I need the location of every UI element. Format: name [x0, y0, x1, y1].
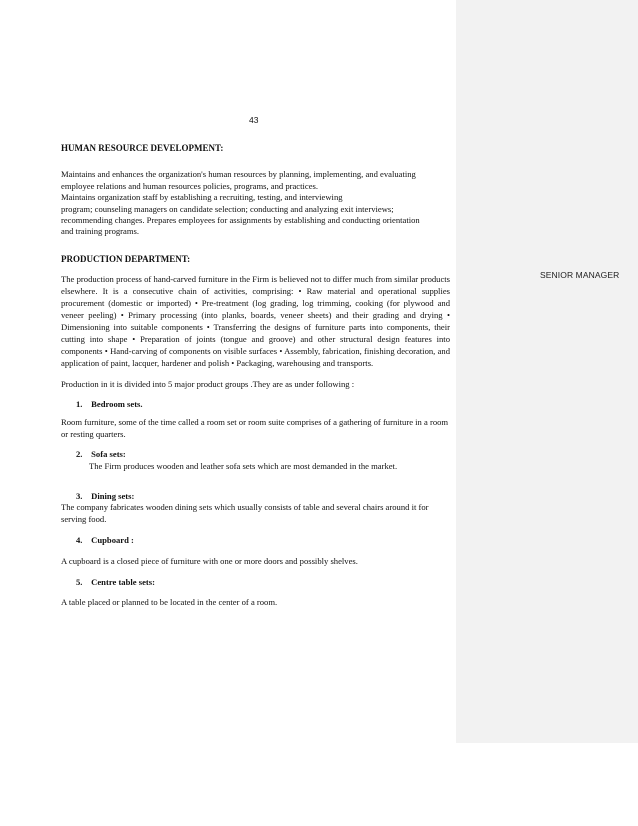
- comment-text: SENIOR MANAGER: [540, 270, 620, 280]
- item-title: Centre table sets:: [91, 576, 155, 587]
- item-number: 1.: [76, 398, 83, 409]
- item-title: Sofa sets:: [91, 449, 126, 460]
- item-5-heading: [61, 577, 450, 588]
- production-heading: PRODUCTION DEPARTMENT:: [61, 253, 191, 264]
- hrd-heading: HUMAN RESOURCE DEVELOPMENT:: [61, 143, 224, 153]
- item-3-description: The company fabricates wooden dining sets which usually consists of table and several chairs around it for serving food.: [61, 502, 429, 524]
- hrd-line: Maintains and enhances the organization's human resources by planning, implementing, and evaluating: [61, 169, 416, 180]
- item-2-heading: [61, 449, 450, 460]
- item-title: Cupboard :: [91, 535, 134, 546]
- item-3-heading: [61, 491, 450, 502]
- item-2-description: The Firm produces wooden and leather sofa sets which are most demanded in the market.: [89, 460, 398, 471]
- production-paragraph: The production process of hand-carved furniture in the Firm is believed not to differ much from similar products elsewhere. It is a consecutive chain of activities, comprising: • Raw material and operational supplies procurement (domestic or imported) • Pre-treatment (log grading, log trimming, cooking (for plywood and veneer peeling) • Primary processing (into planks, boards, veneer sheets) and their grading and drying • Dimensioning into suitable components • Transferring the designs of furniture parts into components, their cutting into shape • Preparation of joints (tongue and groove) and other structural design features into components • Hand-carving of components on visible surfaces • Assembly, fabrication, finishing decoration, and application of paint, lacquer, hardener and polish • Packaging, warehousing and transports.: [61, 274, 450, 368]
- item-title: Bedroom sets.: [91, 398, 143, 409]
- item-1-heading: [61, 399, 450, 410]
- hrd-line: recommending changes. Prepares employees for assignments by establishing and conducting orientation: [61, 215, 420, 226]
- item-4-description: A cupboard is a closed piece of furniture with one or more doors and possibly shelves.: [61, 555, 358, 566]
- item-number: 2.: [76, 449, 83, 460]
- page-number: 43: [249, 115, 259, 125]
- hrd-line: employee relations and human resources policies, programs, and practices.: [61, 180, 319, 191]
- production-intro: Production in it is divided into 5 major product groups .They are as under following :: [61, 378, 355, 389]
- item-title: Dining sets:: [91, 490, 135, 501]
- hrd-line: and training programs.: [61, 226, 140, 237]
- hrd-line: Maintains organization staff by establishing a recruiting, testing, and interviewing: [61, 192, 343, 203]
- item-5-description: A table placed or planned to be located in the center of a room.: [61, 597, 278, 608]
- hrd-paragraph: [61, 169, 450, 237]
- item-number: 5.: [76, 576, 83, 587]
- document-body: [61, 143, 450, 609]
- item-1-description: Room furniture, some of the time called a room set or room suite comprises of a gathering of furniture in a room or resting quarters.: [61, 417, 449, 439]
- item-number: 3.: [76, 490, 83, 501]
- item-number: 4.: [76, 535, 83, 546]
- item-4-heading: [61, 535, 450, 546]
- comment-pane: [456, 0, 638, 743]
- hrd-line: program; counseling managers on candidate selection; conducting and analyzing exit interviews;: [61, 203, 394, 214]
